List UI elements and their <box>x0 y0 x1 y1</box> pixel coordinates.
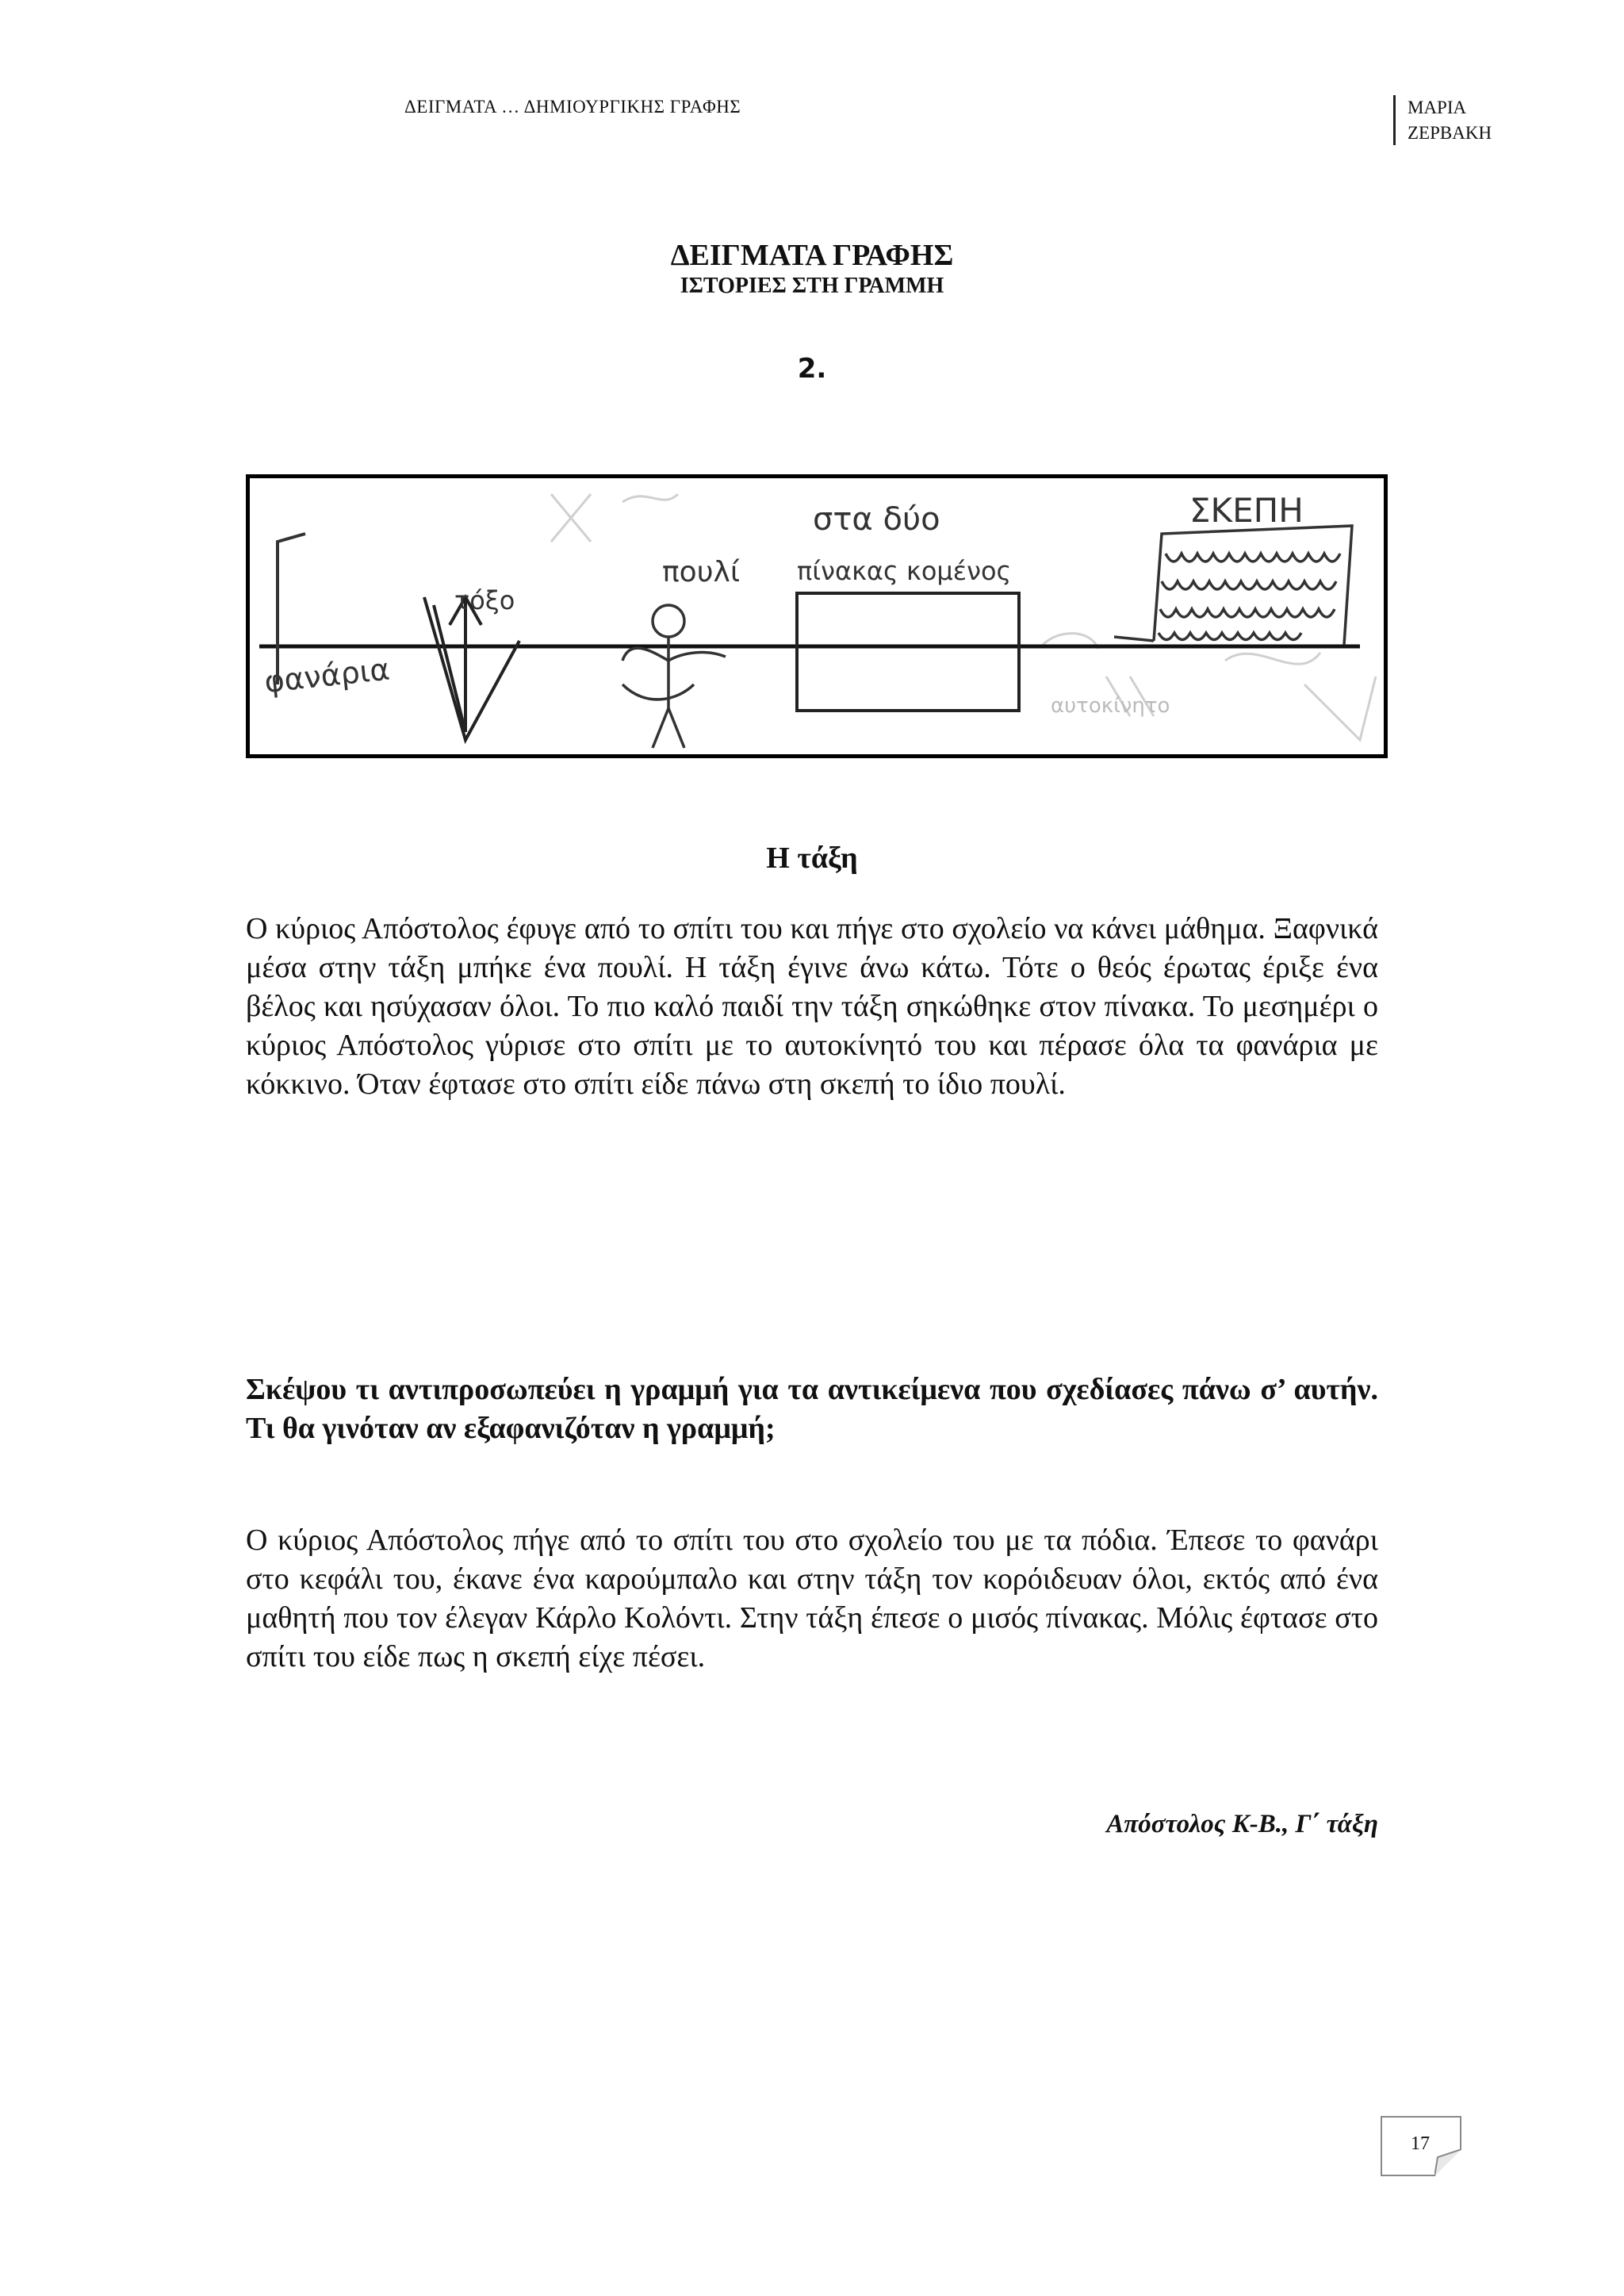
author-last-name: ΖΕΡΒΑΚΗ <box>1408 123 1492 143</box>
faint-sketch-text: αυτοκίνητο <box>1051 694 1170 718</box>
roof-sketch <box>1114 526 1352 645</box>
question-prompt: Σκέψου τι αντιπροσωπεύει η γραμμή για τα αντικείμενα που σχεδίασες πάνω σ’ αυτήν. Τι θα γινόταν αν εξαφανιζόταν η γραμμή; <box>246 1373 1378 1445</box>
page-subtitle: ΙΣΤΟΡΙΕΣ ΣΤΗ ΓΡΑΜΜΗ <box>680 274 944 298</box>
drawing-illustration <box>250 478 1384 754</box>
page-number-box <box>1381 2116 1461 2176</box>
label-skepi: ΣΚΕΠΗ <box>1189 491 1304 530</box>
answer-paragraph: Ο κύριος Απόστολος πήγε από το σπίτι του στο σχολείο του με τα πόδια. Έπεσε το φανάρι στο κεφάλι του, έκανε ένα καρούμπαλο και στην τάξη τον κορόιδευαν όλοι, εκτός από ένα μαθητή που τον έλεγαν Κάρλο Κολόντι. Στην τάξη έπεσε ο μισός πίνακας. Μόλις έφτασε στο σπίτι του είδε πως η σκεπή είχε πέσει. <box>246 1524 1378 1673</box>
story-title: Η τάξη <box>766 841 858 875</box>
label-tokso: τόξο <box>454 585 515 615</box>
label-pinakas: πίνακας κομένος <box>797 556 1012 586</box>
bird-sketch <box>622 605 726 748</box>
label-sta-dyo: στα δύο <box>813 501 940 538</box>
page-number: 17 <box>1411 2133 1430 2154</box>
sample-number: 2. <box>797 353 827 385</box>
running-header-author <box>1408 95 1492 146</box>
bow-arrow-sketch <box>424 597 519 740</box>
author-signature: Απόστολος Κ-Β., Γ΄ τάξη <box>1106 1810 1378 1838</box>
label-fanaria: φανάρια <box>262 651 392 700</box>
page-curl-icon <box>1434 2149 1461 2176</box>
page-title: ΔΕΙΓΜΑΤΑ ΓΡΑΦΗΣ <box>670 239 954 272</box>
story-paragraph: Ο κύριος Απόστολος έφυγε από το σπίτι του και πήγε στο σχολείο να κάνει μάθημα. Ξαφνικά μέσα στην τάξη μπήκε ένα πουλί. Η τάξη έγινε άνω κάτω. Τότε ο θεός έρωτας έριξε ένα βέλος και ησύχασαν όλοι. Το πιο καλό παιδί την τάξη σηκώθηκε στον πίνακα. Το μεσημέρι ο κύριος Απόστολος γύρισε στο σπίτι με το αυτοκίνητό του και πέρασε όλα τα φανάρια με κόκκινο. Όταν έφτασε στο σπίτι είδε πάνω στη σκεπή το ίδιο πουλί. <box>246 912 1378 1101</box>
blackboard-sketch <box>797 593 1019 711</box>
header-separator <box>1393 95 1396 145</box>
label-pouli: πουλί <box>662 556 741 588</box>
author-first-name: ΜΑΡΙΑ <box>1408 98 1467 117</box>
child-drawing <box>246 474 1388 758</box>
running-header-title: ΔΕΙΓΜΑΤΑ … ΔΗΜΙΟΥΡΓΙΚΗΣ ΓΡΑΦΗΣ <box>404 97 741 117</box>
